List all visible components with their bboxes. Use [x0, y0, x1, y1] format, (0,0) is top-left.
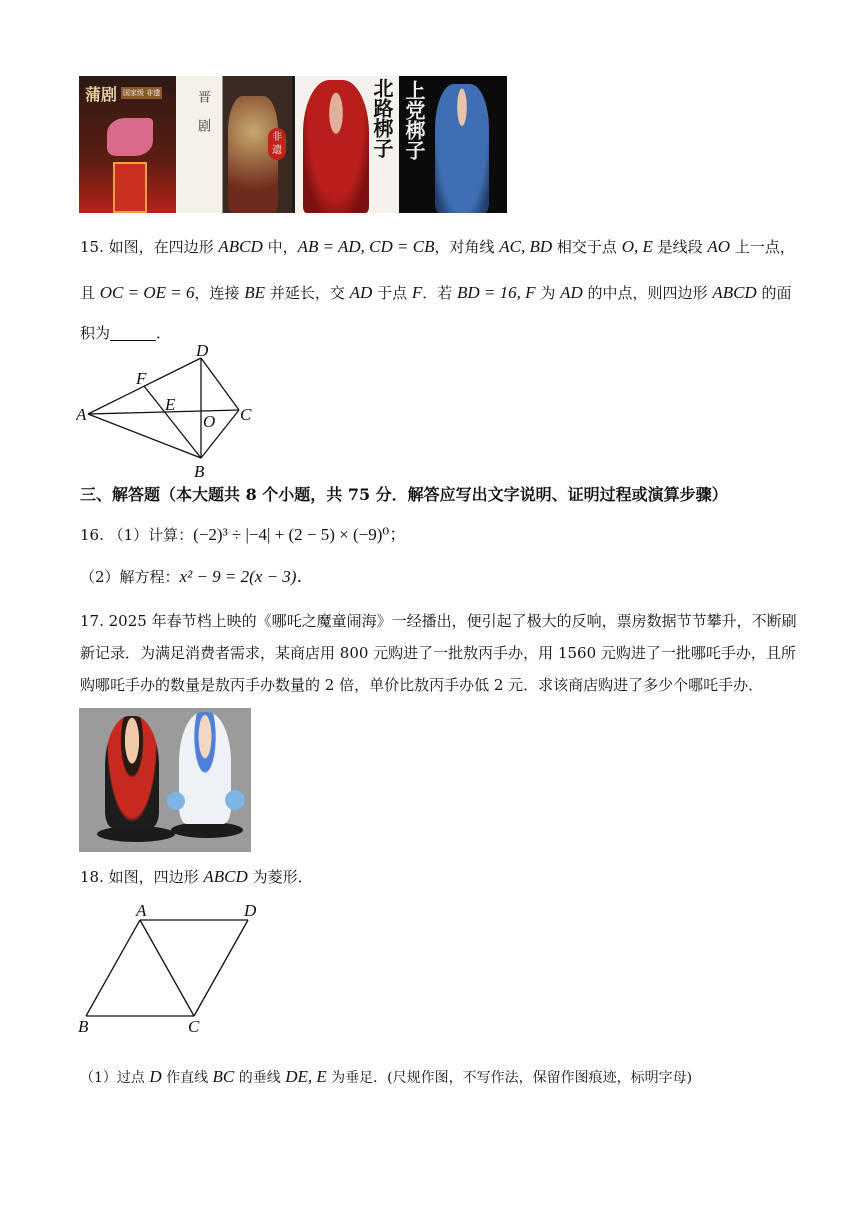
q16-part-1: 16. （1）计算：(−2)³ ÷ |−4| + (2 − 5) × (−9)⁰；	[80, 525, 407, 544]
q17-line-3: 购哪吒手办的数量是敖丙手办数量的 2 倍，单价比敖丙手办低 2 元．求该商店购进了多少个哪吒手办．	[80, 676, 764, 694]
performer-figure	[435, 84, 489, 213]
q15-line-2: 且 OC = OE = 6，连接 BE 并延长，交 AD 于点 F．若 BD = 16, F 为 AD 的中点，则四边形 ABCD 的面	[80, 283, 792, 302]
heritage-badge: 国家级 非遗	[123, 89, 161, 97]
label-A: A	[76, 405, 87, 424]
q18-part-1: （1）过点 D 作直线 BC 的垂线 DE, E 为垂足．(尺规作图，不写作法，保留作图痕迹，标明字母)	[80, 1067, 693, 1086]
label-B: B	[194, 462, 205, 480]
q16-part-2: （2）解方程：x² − 9 = 2(x − 3)．	[80, 567, 314, 586]
opera-title-jinju: 晋剧	[195, 90, 210, 148]
q15-line-1: 15. 如图，在四边形 ABCD 中，AB = AD, CD = CB，对角线 AC, BD 相交于点 O, E 是线段 AO 上一点，	[80, 237, 795, 256]
q15-quadrilateral-figure	[76, 344, 260, 480]
nezha-figurines-photo	[79, 708, 251, 852]
display-base	[171, 822, 243, 838]
label-B: B	[78, 1017, 89, 1034]
aobing-figure	[179, 712, 231, 824]
heritage-seal: 非遗	[268, 128, 286, 160]
opera-photo-beilu	[295, 76, 399, 213]
label-C: C	[240, 405, 252, 424]
q18-rhombus-figure	[74, 900, 264, 1034]
opera-title-shangdang: 上党梆子	[402, 80, 426, 160]
banner-image	[79, 76, 507, 213]
q18-intro: 18. 如图，四边形 ABCD 为菱形．	[80, 867, 313, 886]
label-A: A	[136, 901, 147, 920]
q15-line-3: 积为 ．	[80, 324, 172, 342]
opera-photo-shangdang	[399, 76, 507, 213]
opera-photo-jinju	[176, 76, 292, 213]
opera-title-beilu: 北路梆子	[370, 78, 394, 158]
ice-orb	[167, 792, 185, 810]
label-E: E	[165, 395, 176, 414]
ice-orb	[225, 790, 245, 810]
nezha-figure	[105, 716, 159, 828]
q17-line-1: 17. 2025 年春节档上映的《哪吒之魔童闹海》一经播出，便引起了极大的反响，票房数据节节攀升，不断刷	[80, 612, 797, 630]
performer-figure	[303, 80, 369, 213]
stage-table	[113, 162, 147, 213]
answer-blank[interactable]	[110, 324, 156, 341]
q17-line-2: 新记录．为满足消费者需求，某商店用 800 元购进了一批敖丙手办，用 1560 元购进了一批哪吒手办，且所	[80, 644, 796, 662]
label-D: D	[244, 901, 257, 920]
label-O: O	[203, 412, 216, 431]
label-F: F	[136, 369, 147, 388]
performer-figure	[107, 118, 153, 156]
opera-photo-puju	[79, 76, 176, 213]
opera-title-puju: 蒲剧	[85, 85, 118, 104]
label-D: D	[196, 344, 209, 360]
section-heading: 三、解答题（本大题共 8 个小题，共 75 分．解答应写出文字说明、证明过程或演算步骤）	[80, 485, 728, 504]
display-base	[97, 826, 175, 842]
label-C: C	[188, 1017, 200, 1034]
